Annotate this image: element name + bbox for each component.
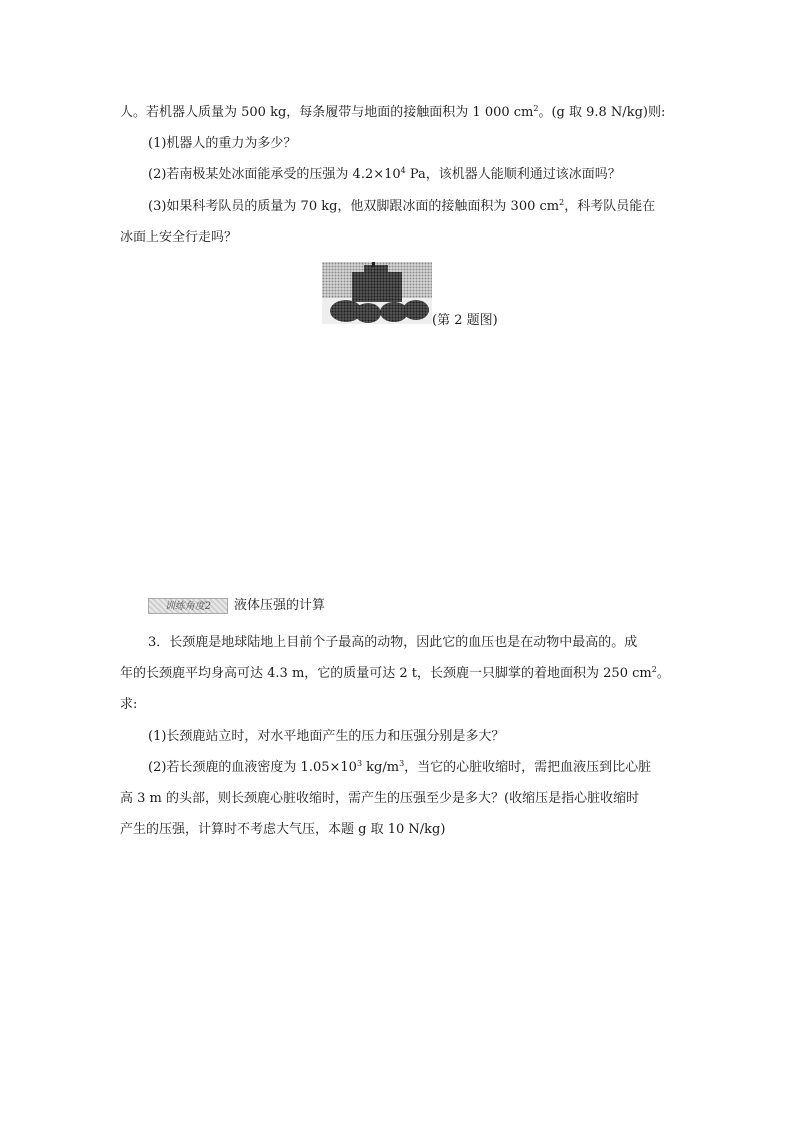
- section-header: [148, 596, 325, 616]
- problem2-q2-tail: Pa，该机器人能顺利通过该冰面吗？: [405, 167, 621, 182]
- figure-caption: (第 2 题图): [432, 313, 498, 328]
- problem2-intro-text: 人。若机器人质量为 500 kg，每条履带与地面的接触面积为 1 000 cm: [120, 105, 534, 120]
- problem3-line-2: [120, 664, 680, 684]
- problem2-q2-text: (2)若南极某处冰面能承受的压强为 4.2×10: [148, 167, 401, 182]
- problem3-question-1: (1)长颈鹿站立时，对水平地面产生的压力和压强分别是多大？: [148, 729, 505, 744]
- problem3-question-2-cont-1: 高 3 m 的头部，则长颈鹿心脏收缩时，需产生的压强至少是多大？(收缩压是指心脏收缩时: [120, 791, 640, 806]
- problem2-intro-tail: 。(g 取 9.8 N/kg)则:: [538, 105, 666, 120]
- superscript: 2: [651, 665, 657, 674]
- robot-photo-figure: [322, 262, 432, 324]
- problem3-line-2-text: 年的长颈鹿平均身高可达 4.3 m，它的质量可达 2 t，长颈鹿一只脚掌的着地面积为 250 cm: [120, 666, 652, 681]
- superscript: 4: [400, 166, 406, 175]
- superscript: 3: [399, 759, 405, 768]
- problem3-line-1: 3．长颈鹿是地球陆地上目前个子最高的动物，因此它的血压也是在动物中最高的。成: [148, 635, 638, 650]
- section-badge: 训练角度2: [148, 598, 228, 614]
- problem3-q2-text: (2)若长颈鹿的血液密度为 1.05×10: [148, 760, 357, 775]
- problem3-question-2: [148, 758, 688, 778]
- problem2-question-3: [148, 197, 688, 217]
- problem3-q2-unit: kg/m: [362, 760, 400, 775]
- problem2-intro: [120, 103, 680, 123]
- problem2-question-2: [148, 165, 688, 185]
- problem3-line-3: 求:: [120, 697, 138, 712]
- superscript: 3: [356, 759, 363, 768]
- problem2-question-1: (1)机器人的重力为多少？: [148, 136, 297, 151]
- section-title: 液体压强的计算: [234, 598, 326, 613]
- problem2-question-3-cont: 冰面上安全行走吗？: [120, 230, 238, 245]
- problem3-question-2-cont-2: 产生的压强，计算时不考虑大气压，本题 g 取 10 N/kg): [120, 822, 446, 837]
- problem3-q2-tail: ，当它的心脏收缩时，需把血液压到比心脏: [404, 760, 652, 775]
- superscript: 2: [559, 198, 565, 207]
- superscript: 2: [533, 104, 539, 113]
- problem3-line-2-tail: 。: [656, 666, 670, 681]
- problem2-q3-tail: ，科考队员能在: [564, 199, 656, 214]
- problem2-q3-text: (3)如果科考队员的质量为 70 kg，他双脚跟冰面的接触面积为 300 cm: [148, 199, 560, 214]
